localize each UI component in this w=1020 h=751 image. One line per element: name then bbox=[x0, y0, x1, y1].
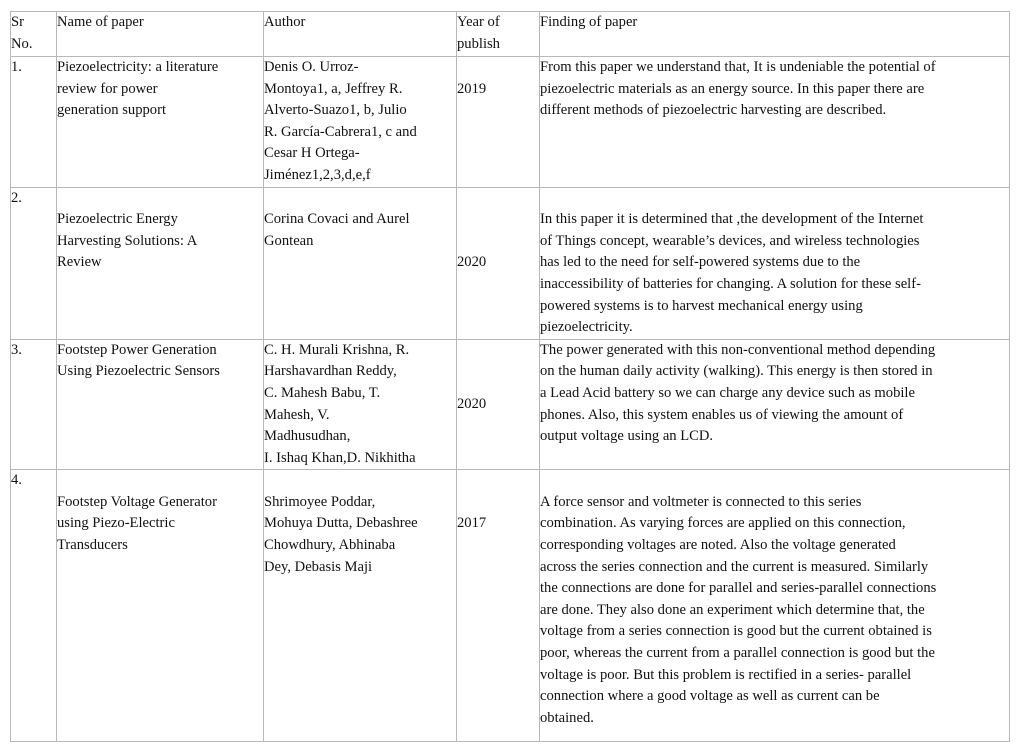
author-line: C. H. Murali Krishna, R. bbox=[264, 341, 410, 358]
header-sr-line: Sr bbox=[11, 14, 24, 30]
paper-name-line: Harvesting Solutions: A bbox=[57, 232, 198, 249]
finding-line: In this paper it is determined that ,the development of the Internet bbox=[540, 211, 924, 228]
paper-name-line: Using Piezoelectric Sensors bbox=[57, 363, 220, 380]
finding-line: on the human daily activity (walking). This energy is then stored in bbox=[540, 363, 933, 380]
paper-name-cell bbox=[57, 470, 264, 742]
author-cell bbox=[264, 339, 457, 470]
finding-line: piezoelectricity. bbox=[540, 319, 633, 336]
sr-cell bbox=[11, 187, 57, 339]
finding-line: are done. They also done an experiment which determine that, the bbox=[540, 601, 925, 618]
author-line: Montoya1, a, Jeffrey R. bbox=[264, 80, 403, 97]
author-line: R. García-Cabrera1, c and bbox=[264, 123, 417, 140]
header-name-label: Name of paper bbox=[57, 14, 144, 30]
finding-line: powered systems is to harvest mechanical energy using bbox=[540, 297, 863, 314]
finding-line: combination. As varying forces are applied on this connection, bbox=[540, 515, 906, 532]
author-line: Madhusudhan, bbox=[264, 428, 351, 445]
header-year-of-publish bbox=[457, 12, 540, 57]
year-value: 2020 bbox=[457, 395, 487, 412]
header-row bbox=[11, 12, 1010, 57]
finding-cell bbox=[540, 57, 1010, 188]
finding-line: across the series connection and the current is measured. Similarly bbox=[540, 558, 929, 575]
finding-cell bbox=[540, 339, 1010, 470]
author-line: Chowdhury, Abhinaba bbox=[264, 537, 396, 554]
finding-line: inaccessibility of batteries for changing. A solution for these self- bbox=[540, 275, 921, 292]
sr-cell bbox=[11, 339, 57, 470]
table-row bbox=[11, 339, 1010, 470]
author-line: Corina Covaci and Aurel bbox=[264, 211, 410, 228]
finding-line: the connections are done for parallel and series-parallel connections bbox=[540, 580, 937, 597]
finding-line: a Lead Acid battery so we can charge any device such as mobile bbox=[540, 384, 915, 401]
author-line: I. Ishaq Khan,D. Nikhitha bbox=[264, 449, 416, 466]
year-cell bbox=[457, 470, 540, 742]
author-line: Shrimoyee Poddar, bbox=[264, 493, 376, 510]
author-line: Harshavardhan Reddy, bbox=[264, 363, 397, 380]
paper-name-cell bbox=[57, 57, 264, 188]
paper-name-line: Review bbox=[57, 254, 102, 271]
year-value: 2019 bbox=[457, 80, 487, 97]
finding-line: voltage is poor. But this problem is rectified in a series- parallel bbox=[540, 666, 912, 683]
paper-name-line: Piezoelectricity: a literature bbox=[57, 59, 219, 75]
table-row bbox=[11, 470, 1010, 742]
sr-number: 1. bbox=[11, 59, 22, 75]
finding-line: output voltage using an LCD. bbox=[540, 428, 714, 445]
header-year-line: Year of bbox=[457, 14, 500, 30]
finding-line: phones. Also, this system enables us of viewing the amount of bbox=[540, 406, 904, 423]
header-sr-no bbox=[11, 12, 57, 57]
paper-name-line: Transducers bbox=[57, 537, 128, 554]
paper-name-line: review for power bbox=[57, 80, 158, 97]
finding-line: obtained. bbox=[540, 709, 594, 726]
paper-name-cell bbox=[57, 339, 264, 470]
header-author-label: Author bbox=[264, 14, 306, 30]
sr-number: 2. bbox=[11, 189, 22, 206]
paper-name-line: Footstep Power Generation bbox=[57, 341, 217, 358]
paper-name-line: Piezoelectric Energy bbox=[57, 211, 178, 228]
finding-line: connection where a good voltage as well as current can be bbox=[540, 688, 880, 705]
year-cell bbox=[457, 187, 540, 339]
literature-review-table bbox=[10, 11, 1010, 742]
paper-name-cell bbox=[57, 187, 264, 339]
author-cell bbox=[264, 57, 457, 188]
author-line: C. Mahesh Babu, T. bbox=[264, 384, 381, 401]
year-cell bbox=[457, 339, 540, 470]
finding-cell bbox=[540, 470, 1010, 742]
finding-line: The power generated with this non-conventional method depending bbox=[540, 341, 936, 358]
author-line: Mohuya Dutta, Debashree bbox=[264, 515, 418, 532]
header-name-of-paper bbox=[57, 12, 264, 57]
paper-name-line: using Piezo-Electric bbox=[57, 515, 175, 532]
header-finding-label: Finding of paper bbox=[540, 14, 638, 30]
author-line: Mahesh, V. bbox=[264, 406, 330, 423]
year-cell bbox=[457, 57, 540, 188]
header-finding-of-paper bbox=[540, 12, 1010, 57]
author-cell bbox=[264, 187, 457, 339]
sr-number: 3. bbox=[11, 341, 22, 358]
sr-cell bbox=[11, 470, 57, 742]
paper-name-line: Footstep Voltage Generator bbox=[57, 493, 217, 510]
finding-line: From this paper we understand that, It is undeniable the potential of bbox=[540, 59, 936, 75]
author-line: Cesar H Ortega- bbox=[264, 145, 360, 162]
year-value: 2020 bbox=[457, 254, 487, 271]
finding-line: different methods of piezoelectric harvesting are described. bbox=[540, 102, 887, 119]
table-row bbox=[11, 57, 1010, 188]
author-line: Alverto-Suazo1, b, Julio bbox=[264, 102, 407, 119]
finding-line: piezoelectric materials as an energy source. In this paper there are bbox=[540, 80, 925, 97]
sr-cell bbox=[11, 57, 57, 188]
paper-name-line: generation support bbox=[57, 102, 167, 119]
author-line: Jiménez1,2,3,d,e,f bbox=[264, 166, 371, 183]
sr-number: 4. bbox=[11, 472, 22, 489]
finding-line: poor, whereas the current from a parallel connection is good but the bbox=[540, 645, 935, 662]
author-line: Gontean bbox=[264, 232, 314, 249]
finding-cell bbox=[540, 187, 1010, 339]
finding-line: voltage from a series connection is good but the current obtained is bbox=[540, 623, 932, 640]
table-row bbox=[11, 187, 1010, 339]
header-author bbox=[264, 12, 457, 57]
finding-line: corresponding voltages are noted. Also the voltage generated bbox=[540, 537, 896, 554]
year-value: 2017 bbox=[457, 515, 487, 532]
header-sr-line: No. bbox=[11, 35, 33, 52]
finding-line: has led to the need for self-powered systems due to the bbox=[540, 254, 861, 271]
author-line: Dey, Debasis Maji bbox=[264, 558, 373, 575]
finding-line: of Things concept, wearable’s devices, and wireless technologies bbox=[540, 232, 920, 249]
header-year-line: publish bbox=[457, 35, 500, 52]
finding-line: A force sensor and voltmeter is connected to this series bbox=[540, 493, 862, 510]
author-cell bbox=[264, 470, 457, 742]
author-line: Denis O. Urroz- bbox=[264, 59, 359, 75]
